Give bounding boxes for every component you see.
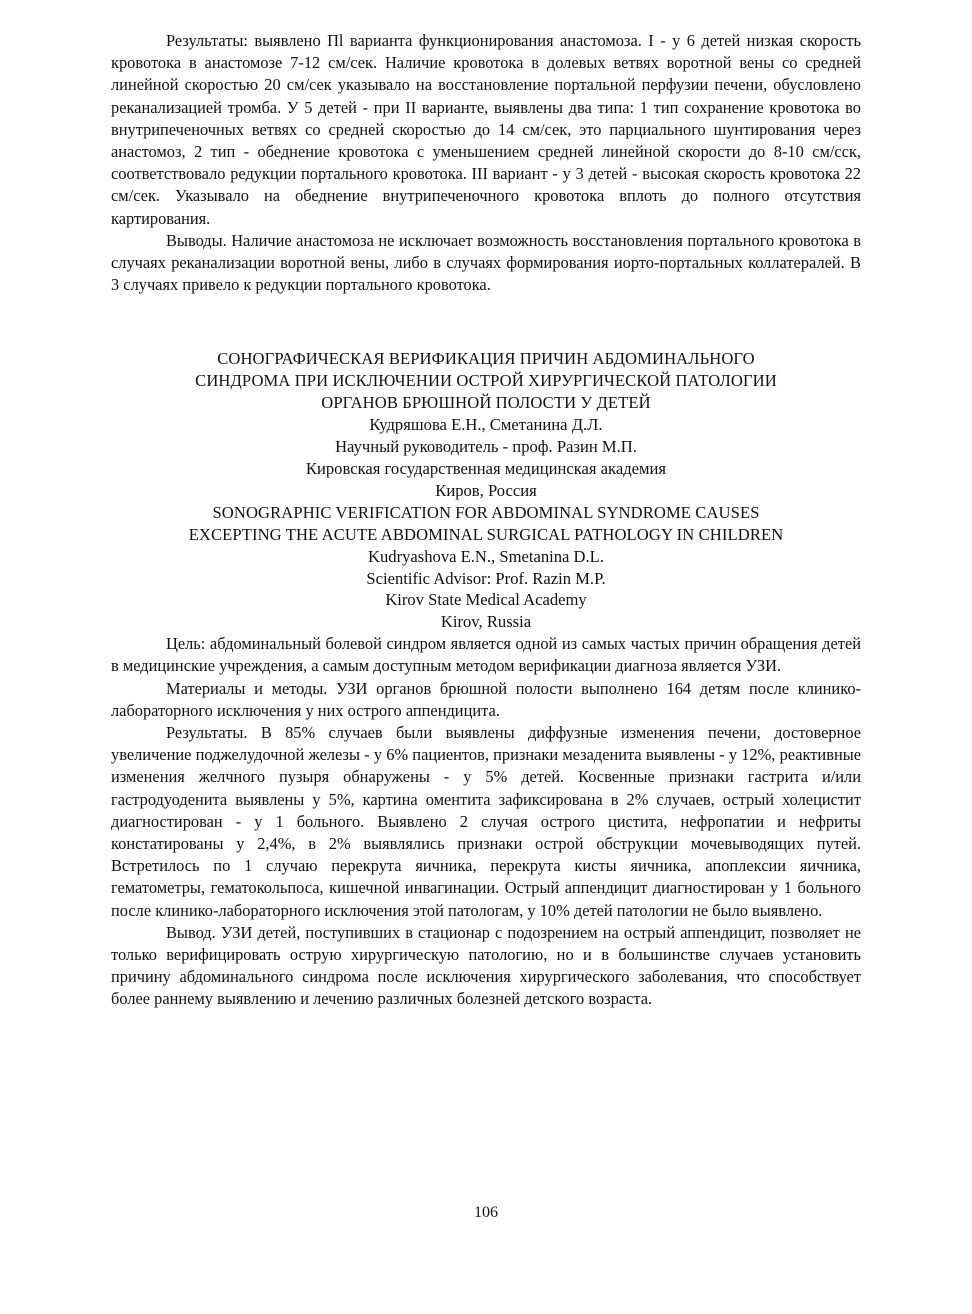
results-paragraph: Результаты. В 85% случаев были выявлены диффузные изменения печени, достоверное увеличение поджелудочной железы - у 6% пациентов, признаки мезаденита выявлены - у 12%, реактивные изменения желчного пузыря обнаружены - у 5% детей. Косвенные признаки гастрита и/или гастродуоденита выявлены у 5%, картина оментита зафиксирована в 2% случаев, острый холецистит диагностирован - у 1 больного. Выявлено 2 случая острого цистита, нефропатии и нефриты констатированы у 2,4%, в 2% выявлялись признаки острой обструкции мочевыводящих путей. Встретилось по 1 случаю перекрута яичника, перекрута кисты яичника, апоплексии яичника, гематометры, гематокольпоса, кишечной инвагинации. Острый аппендицит диагностирован у 1 больного после клинико-лабораторного исключения этой патологам, у 10% детей патологии не было выявлено. xyxy=(111,723,861,920)
title-en-line-2: EXCEPTING THE ACUTE ABDOMINAL SURGICAL PATHOLOGY IN CHILDREN xyxy=(188,524,784,544)
methods-paragraph: Материалы и методы. УЗИ органов брюшной полости выполнено 164 детям после клинико-лабораторного исключения у них острого аппендицита. xyxy=(111,678,861,720)
article-header xyxy=(111,348,861,633)
authors-ru: Кудряшова Е.Н., Сметанина Д.Л. xyxy=(369,415,603,435)
title-ru-line-1: СОНОГРАФИЧЕСКАЯ ВЕРИФИКАЦИЯ ПРИЧИН АБДОМИНАЛЬНОГО xyxy=(217,349,755,369)
institution-en: Kirov State Medical Academy xyxy=(385,590,587,610)
page-number: 106 xyxy=(474,1204,498,1221)
authors-en: Kudryashova E.N., Smetanina D.L. xyxy=(368,546,604,566)
conclusion-paragraph: Вывод. УЗИ детей, поступивших в стационар с подозрением на острый аппендицит, позволяет не только верифицировать острую хирургическую патологию, но и в большинстве случаев установить причину абдоминального синдрома после исключения хирургического заболевания, что способствует более раннему выявлению и лечению различных болезней детского возраста. xyxy=(111,922,861,1009)
page-content xyxy=(111,30,861,1011)
city-en: Kirov, Russia xyxy=(440,612,532,632)
institution-ru: Кировская государственная медицинская академия xyxy=(305,458,667,478)
city-ru: Киров, Россия xyxy=(435,480,537,500)
title-ru-line-3: ОРГАНОВ БРЮШНОЙ ПОЛОСТИ У ДЕТЕЙ xyxy=(321,393,651,413)
section-gap xyxy=(111,296,861,348)
continuation-conclusions-paragraph: Выводы. Наличие анастомоза не исключает возможность восстановления портального кровотока в случаях реканализации воротной вены, либо в случаях формирования иорто-портальных коллатералей. В 3 случаях привело к редукции портального кровотока. xyxy=(111,230,861,295)
title-en-line-1: SONOGRAPHIC VERIFICATION FOR ABDOMINAL SYNDROME CAUSES xyxy=(212,502,760,522)
advisor-en: Scientific Advisor: Prof. Razin M.P. xyxy=(366,568,606,588)
title-ru-line-2: СИНДРОМА ПРИ ИСКЛЮЧЕНИИ ОСТРОЙ ХИРУРГИЧЕСКОЙ ПАТОЛОГИИ xyxy=(195,371,777,391)
advisor-ru: Научный руководитель - проф. Разин М.П. xyxy=(335,437,637,457)
aim-paragraph: Цель: абдоминальный болевой синдром является одной из самых частых причин обращения детей в медицинские учреждения, а самым доступным методом верификации диагноза является УЗИ. xyxy=(111,634,861,676)
article-body xyxy=(111,633,861,1010)
continuation-results-paragraph: Результаты: выявлено Пl варианта функционирования анастомоза. I - у 6 детей низкая скорость кровотока в анастомозе 7-12 см/сек. Наличие кровотока в долевых ветвях воротной вены со средней линейной скоростью 20 см/сек указывало на восстановление портальной перфузии печени, обусловлено реканализацией тромба. У 5 детей - при II варианте, выявлены два типа: 1 тип сохранение кровотока во внутрипеченочных ветвях со средней скоростью до 14 см/сек, это парциального шунтирования через анастомоз, 2 тип - обеднение кровотока с уменьшением средней линейной скорости до 8-10 см/сск, соответствовало редукции портального кровотока. III вариант - у 3 детей - высокая скорость кровотока 22 см/сек. Указывало на обеднение внутрипеченочного кровотока вплоть до полного отсутствия картирования. xyxy=(111,31,861,228)
